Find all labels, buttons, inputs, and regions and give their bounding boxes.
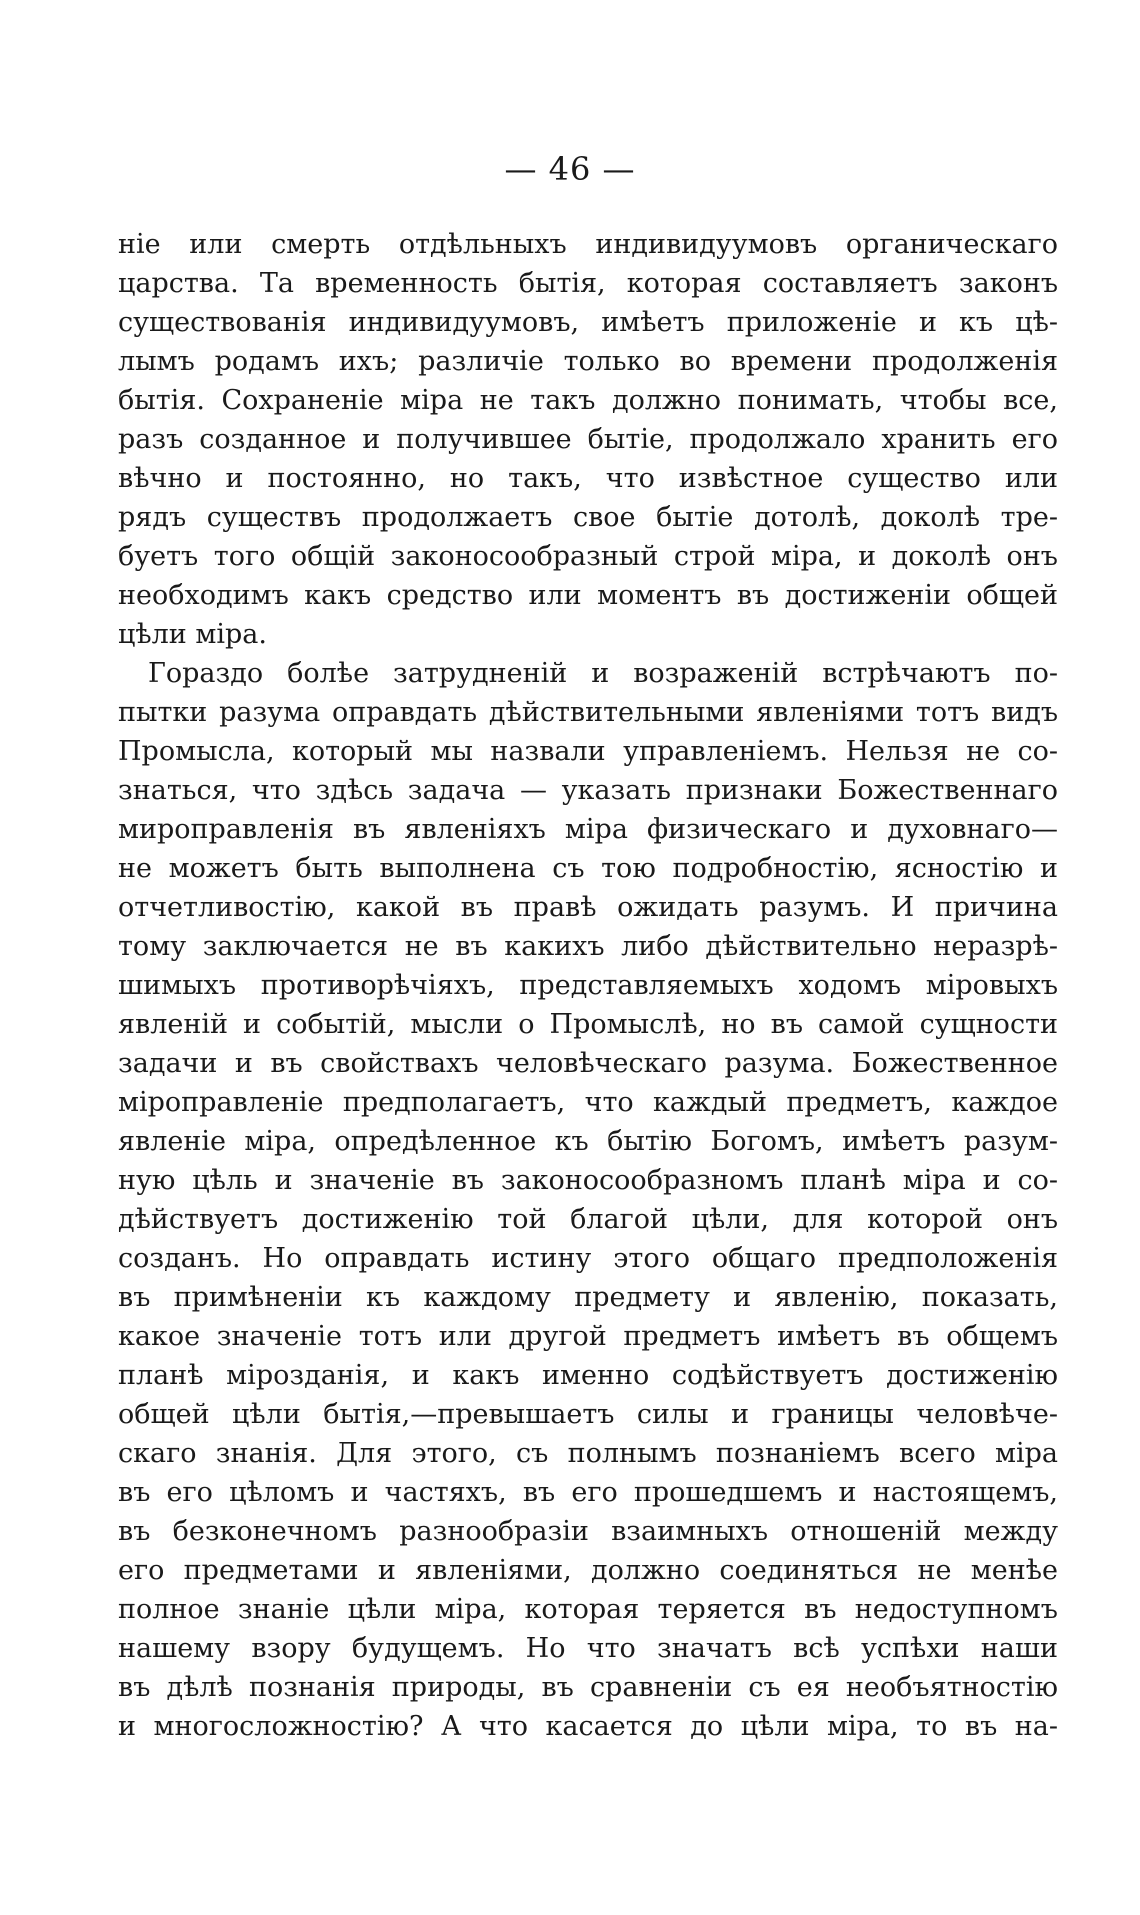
text-line: Гораздо болѣе затрудненій и возраженій встрѣчаютъ по- bbox=[148, 658, 1058, 689]
text-line: явленіе міра, опредѣленное къ бытію Богомъ, имѣетъ разум- bbox=[118, 1126, 1058, 1157]
page-number: — 46 — bbox=[504, 150, 636, 188]
text-line: тому заключается не въ какихъ либо дѣйствительно неразрѣ- bbox=[118, 931, 1058, 962]
text-line: въ примѣненіи къ каждому предмету и явленію, показать, bbox=[118, 1282, 1058, 1313]
text-line: міроправленіе предполагаетъ, что каждый предметъ, каждое bbox=[118, 1087, 1058, 1118]
text-line: бытія. Сохраненіе міра не такъ должно понимать, чтобы все, bbox=[118, 385, 1058, 416]
text-line: необходимъ какъ средство или моментъ въ достиженіи общей bbox=[118, 580, 1058, 611]
text-line: и многосложностію? А что касается до цѣли міра, то въ на- bbox=[118, 1711, 1058, 1742]
text-line: общей цѣли бытія,—превышаетъ силы и границы человѣче- bbox=[118, 1399, 1058, 1430]
text-line: полное знаніе цѣли міра, которая теряется въ недоступномъ bbox=[118, 1594, 1058, 1625]
text-line: шимыхъ противорѣчіяхъ, представляемыхъ ходомъ міровыхъ bbox=[118, 970, 1058, 1001]
text-line: скаго знанія. Для этого, съ полнымъ познаніемъ всего міра bbox=[118, 1438, 1058, 1469]
text-line: въ безконечномъ разнообразіи взаимныхъ отношеній между bbox=[118, 1516, 1058, 1547]
body-text bbox=[118, 225, 1058, 1746]
text-line: буетъ того общій законосообразный строй міра, и доколѣ онъ bbox=[118, 541, 1058, 572]
text-line: дѣйствуетъ достиженію той благой цѣли, для которой онъ bbox=[118, 1204, 1058, 1235]
text-line: нашему взору будущемъ. Но что значатъ всѣ успѣхи наши bbox=[118, 1633, 1058, 1664]
paragraph-1 bbox=[118, 225, 1058, 654]
text-line: Промысла, который мы назвали управленіемъ. Нельзя не со- bbox=[118, 736, 1058, 767]
text-line: его предметами и явленіями, должно соединяться не менѣе bbox=[118, 1555, 1058, 1586]
text-line: разъ созданное и получившее бытіе, продолжало хранить его bbox=[118, 424, 1058, 455]
text-line: мироправленія въ явленіяхъ міра физическаго и духовнаго— bbox=[118, 814, 1058, 845]
text-line: созданъ. Но оправдать истину этого общаго предположенія bbox=[118, 1243, 1058, 1274]
text-line: пытки разума оправдать дѣйствительными явленіями тотъ видъ bbox=[118, 697, 1058, 728]
text-line: явленій и событій, мысли о Промыслѣ, но въ самой сущности bbox=[118, 1009, 1058, 1040]
text-line: въ его цѣломъ и частяхъ, въ его прошедшемъ и настоящемъ, bbox=[118, 1477, 1058, 1508]
text-line: ніе или смерть отдѣльныхъ индивидуумовъ органическаго bbox=[118, 229, 1058, 260]
text-line: отчетливостію, какой въ правѣ ожидать разумъ. И причина bbox=[118, 892, 1058, 923]
paragraph-2 bbox=[118, 654, 1058, 1746]
text-line: въ дѣлѣ познанія природы, въ сравненіи съ ея необъятностію bbox=[118, 1672, 1058, 1703]
text-line: цѣли міра. bbox=[118, 619, 267, 650]
text-line: рядъ существъ продолжаетъ свое бытіе дотолѣ, доколѣ тре- bbox=[118, 502, 1058, 533]
text-line: планѣ мірозданія, и какъ именно содѣйствуетъ достиженію bbox=[118, 1360, 1058, 1391]
text-line: знаться, что здѣсь задача — указать признаки Божественнаго bbox=[118, 775, 1058, 806]
text-line: существованія индивидуумовъ, имѣетъ приложеніе и къ цѣ- bbox=[118, 307, 1058, 338]
text-line: царства. Та временность бытія, которая составляетъ законъ bbox=[118, 268, 1058, 299]
text-line: вѣчно и постоянно, но такъ, что извѣстное существо или bbox=[118, 463, 1058, 494]
text-line: лымъ родамъ ихъ; различіе только во времени продолженія bbox=[118, 346, 1058, 377]
text-line: какое значеніе тотъ или другой предметъ имѣетъ въ общемъ bbox=[118, 1321, 1058, 1352]
text-line: ную цѣль и значеніе въ законосообразномъ планѣ міра и со- bbox=[118, 1165, 1058, 1196]
text-line: задачи и въ свойствахъ человѣческаго разума. Божественное bbox=[118, 1048, 1058, 1079]
text-line: не можетъ быть выполнена съ тою подробностію, ясностію и bbox=[118, 853, 1058, 884]
